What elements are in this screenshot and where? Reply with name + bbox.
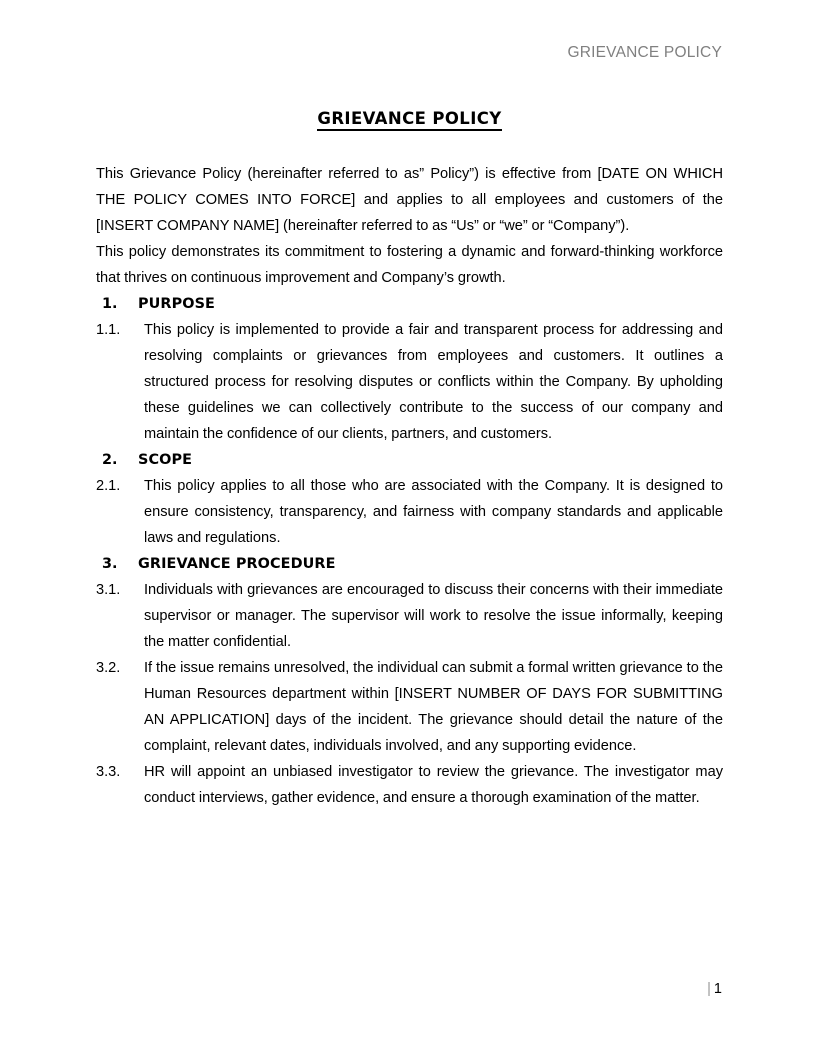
clause-text-3-1: Individuals with grievances are encouraged to discuss their concerns with their immediate supervisor or manager. The supervisor will work to resolve the issue informally, keeping the matter confidential.: [144, 582, 723, 651]
running-header-text: GRIEVANCE POLICY: [567, 44, 722, 61]
footer-separator: |: [707, 980, 711, 997]
section-heading-2: [96, 447, 723, 473]
section-label-2: SCOPE: [138, 452, 193, 469]
clause-3-1: [96, 577, 723, 655]
section-number-1: 1.: [102, 296, 118, 313]
clause-1-1: [96, 317, 723, 447]
section-number-3: 3.: [102, 556, 118, 573]
section-heading-1: [96, 291, 723, 317]
clause-text-2-1: This policy applies to all those who are associated with the Company. It is designed to ensure consistency, transparency, and fairness with company standards and applicable laws and regulations.: [144, 478, 723, 547]
clause-number-3-2: 3.2.: [96, 660, 121, 677]
clause-3-2: [96, 655, 723, 759]
clause-text-3-2: If the issue remains unresolved, the individual can submit a formal written grievance to the Human Resources department within [INSERT NUMBER OF DAYS FOR SUBMITTING AN APPLICATION] days of the incident. The grievance should detail the nature of the complaint, relevant dates, individuals involved, and any supporting evidence.: [144, 660, 723, 755]
intro-paragraph-1: This Grievance Policy (hereinafter referred to as” Policy”) is effective from [DATE ON WHICH THE POLICY COMES INTO FORCE] and applies to all employees and customers of the [INSERT COMPANY NAME] (hereinafter referred to as “Us” or “we” or “Company”).: [96, 166, 723, 235]
clause-number-2-1: 2.1.: [96, 478, 121, 495]
clause-number-3-1: 3.1.: [96, 582, 121, 599]
section-heading-3: [96, 551, 723, 577]
page-footer: [96, 981, 722, 998]
clause-3-3: [96, 759, 723, 811]
page-title-text: GRIEVANCE POLICY: [317, 109, 501, 131]
page-number: 1: [713, 980, 722, 997]
clause-number-1-1: 1.1.: [96, 322, 121, 339]
section-label-3: GRIEVANCE PROCEDURE: [138, 556, 336, 573]
clause-text-1-1: This policy is implemented to provide a fair and transparent process for addressing and resolving complaints or grievances from employees and customers. It outlines a structured process for resolving disputes or conflicts within the Company. By upholding these guidelines we can collectively contribute to the success of our company and maintain the confidence of our clients, partners, and customers.: [144, 322, 723, 443]
clause-2-1: [96, 473, 723, 551]
page-title: [96, 108, 723, 129]
clause-text-3-3: HR will appoint an unbiased investigator to review the grievance. The investigator may conduct interviews, gather evidence, and ensure a thorough examination of the matter.: [144, 764, 723, 807]
clause-number-3-3: 3.3.: [96, 764, 121, 781]
section-label-1: PURPOSE: [138, 296, 215, 313]
intro-paragraph-2: This policy demonstrates its commitment to fostering a dynamic and forward-thinking workforce that thrives on continuous improvement and Company’s growth.: [96, 244, 723, 287]
running-header: [96, 44, 722, 63]
section-number-2: 2.: [102, 452, 118, 469]
document-body: [96, 108, 723, 811]
